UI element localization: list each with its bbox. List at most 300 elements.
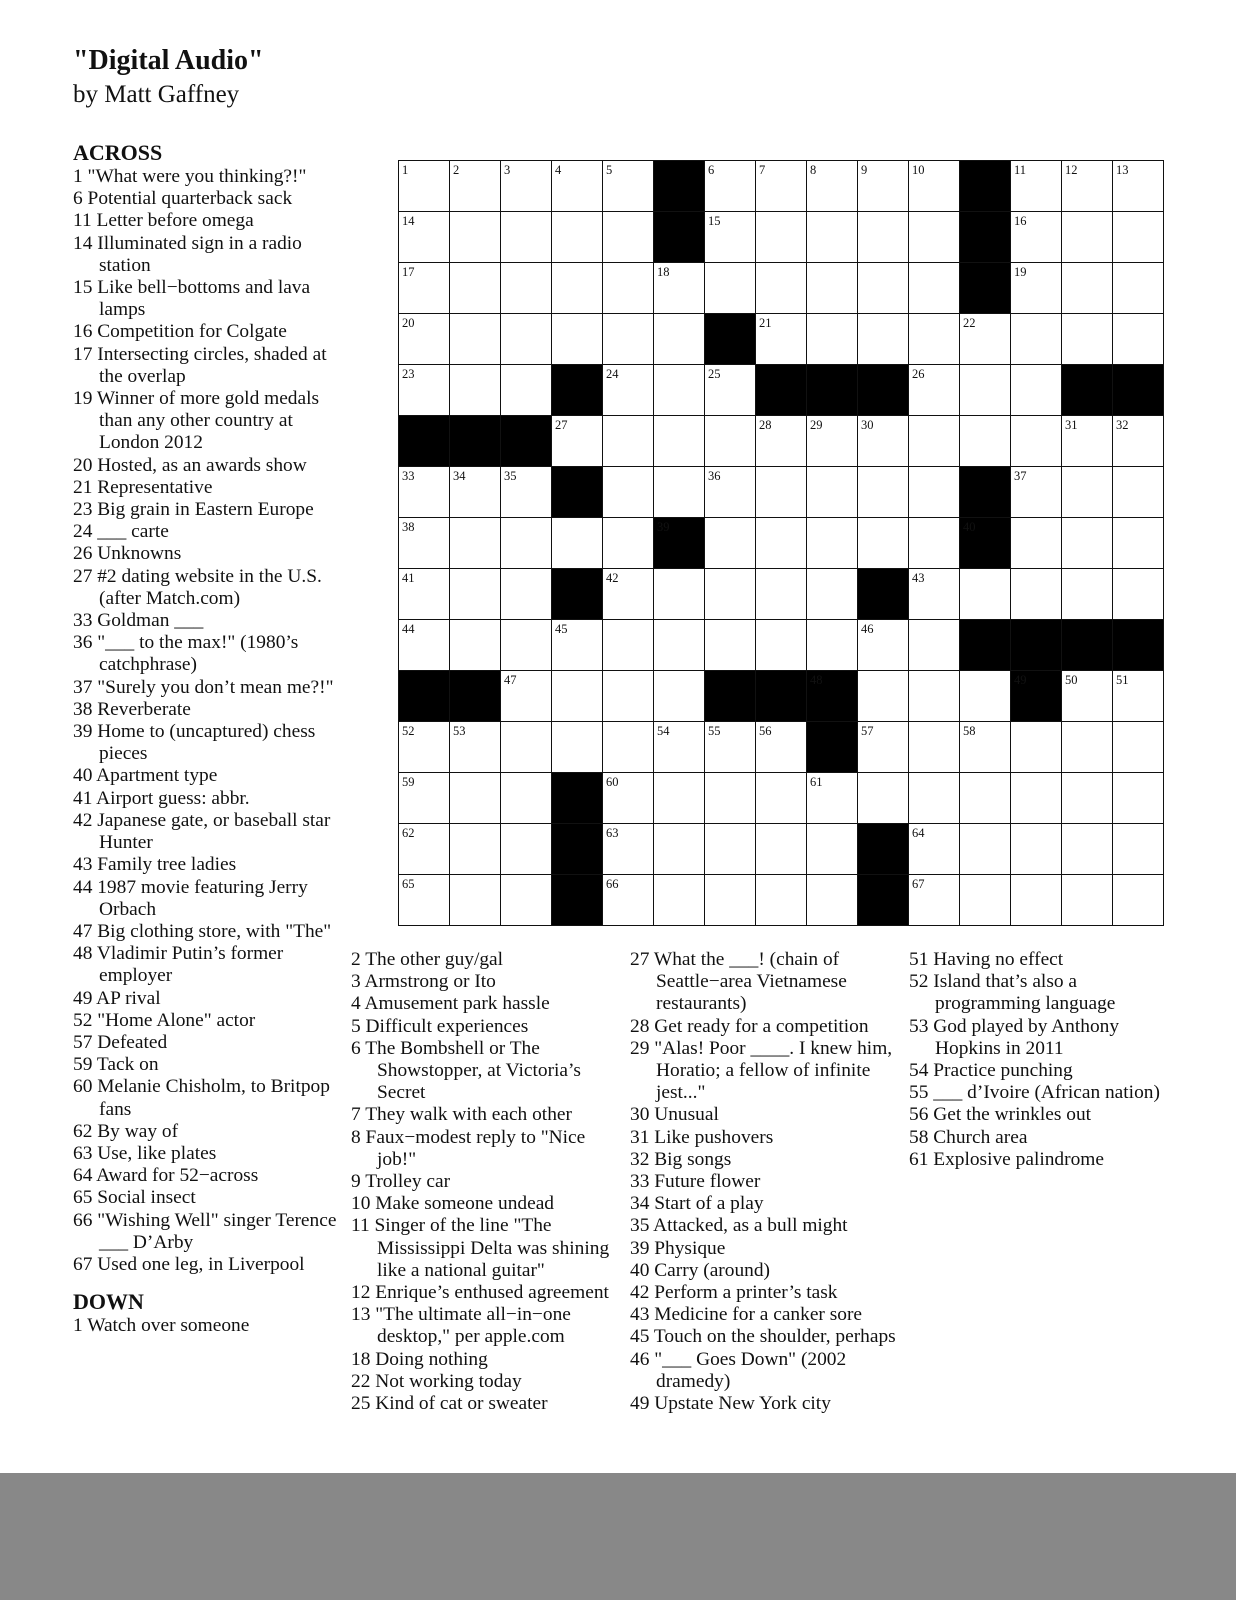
grid-cell[interactable] (1061, 415, 1113, 467)
cell-number: 25 (708, 367, 721, 381)
grid-cell[interactable] (908, 466, 960, 518)
cell-number: 51 (1116, 673, 1129, 687)
grid-cell[interactable] (653, 313, 705, 365)
grid-cell[interactable] (1112, 823, 1164, 875)
grid-cell[interactable] (857, 772, 909, 824)
grid-cell[interactable] (1010, 517, 1062, 569)
grid-cell[interactable] (1112, 721, 1164, 773)
grid-cell[interactable] (704, 211, 756, 263)
grid-block (1112, 364, 1164, 416)
grid-cell[interactable] (398, 874, 450, 926)
grid-cell[interactable] (653, 670, 705, 722)
cell-number: 9 (861, 163, 868, 177)
grid-cell[interactable] (704, 517, 756, 569)
grid-cell[interactable] (857, 211, 909, 263)
grid-cell[interactable] (1010, 313, 1062, 365)
grid-cell[interactable] (1061, 874, 1113, 926)
grid-cell[interactable] (1112, 160, 1164, 212)
grid-cell[interactable] (551, 619, 603, 671)
down-clue: 7 They walk with each other (351, 1104, 572, 1126)
grid-cell[interactable] (908, 568, 960, 620)
cell-number: 1 (402, 163, 409, 177)
grid-cell[interactable] (857, 415, 909, 467)
cell-number: 16 (1014, 214, 1027, 228)
grid-cell[interactable] (398, 211, 450, 263)
grid-block (1061, 619, 1113, 671)
grid-cell[interactable] (959, 874, 1011, 926)
cell-number: 2 (453, 163, 460, 177)
cell-number: 44 (402, 622, 415, 636)
grid-cell[interactable] (449, 568, 501, 620)
across-clue: 41 Airport guess: abbr. (73, 787, 250, 809)
grid-cell[interactable] (602, 364, 654, 416)
grid-cell[interactable] (500, 262, 552, 314)
grid-cell[interactable] (959, 568, 1011, 620)
down-clue: 49 Upstate New York city (630, 1393, 831, 1415)
grid-cell[interactable] (1061, 823, 1113, 875)
cell-number: 60 (606, 775, 619, 789)
grid-cell[interactable] (704, 160, 756, 212)
grid-cell[interactable] (857, 517, 909, 569)
grid-block (1010, 619, 1062, 671)
grid-block (857, 364, 909, 416)
grid-cell[interactable] (602, 313, 654, 365)
grid-cell[interactable] (704, 619, 756, 671)
grid-cell[interactable] (1061, 772, 1113, 824)
grid-cell[interactable] (449, 466, 501, 518)
down-clue: 6 The Bombshell or The Showstopper, at Victoria’s Secret (351, 1037, 581, 1104)
grid-block (500, 415, 552, 467)
grid-cell[interactable] (1112, 568, 1164, 620)
grid-cell[interactable] (602, 517, 654, 569)
cell-number: 33 (402, 469, 415, 483)
grid-cell[interactable] (1010, 874, 1062, 926)
down-clue: 1 Watch over someone (73, 1315, 250, 1337)
grid-cell[interactable] (959, 721, 1011, 773)
grid-cell[interactable] (908, 874, 960, 926)
grid-cell[interactable] (704, 874, 756, 926)
grid-cell[interactable] (398, 313, 450, 365)
cell-number: 32 (1116, 418, 1129, 432)
grid-cell[interactable] (398, 619, 450, 671)
grid-cell[interactable] (857, 262, 909, 314)
cell-number: 22 (963, 316, 976, 330)
grid-block (959, 211, 1011, 263)
grid-block (398, 670, 450, 722)
grid-cell[interactable] (755, 874, 807, 926)
cell-number: 53 (453, 724, 466, 738)
grid-cell[interactable] (1112, 313, 1164, 365)
grid-cell[interactable] (1010, 415, 1062, 467)
grid-cell[interactable] (806, 415, 858, 467)
grid-cell[interactable] (806, 160, 858, 212)
grid-cell[interactable] (449, 619, 501, 671)
grid-block (551, 568, 603, 620)
grid-cell[interactable] (653, 466, 705, 518)
cell-number: 63 (606, 826, 619, 840)
grid-cell[interactable] (551, 313, 603, 365)
grid-cell[interactable] (755, 721, 807, 773)
grid-cell[interactable] (908, 160, 960, 212)
grid-cell[interactable] (908, 415, 960, 467)
grid-cell[interactable] (1010, 160, 1062, 212)
grid-cell[interactable] (704, 823, 756, 875)
grid-cell[interactable] (1010, 466, 1062, 518)
grid-cell[interactable] (602, 415, 654, 467)
cell-number: 52 (402, 724, 415, 738)
grid-cell[interactable] (602, 466, 654, 518)
grid-cell[interactable] (1010, 823, 1062, 875)
grid-cell[interactable] (755, 313, 807, 365)
grid-cell[interactable] (500, 670, 552, 722)
grid-cell[interactable] (959, 823, 1011, 875)
grid-cell[interactable] (500, 823, 552, 875)
cell-number: 41 (402, 571, 415, 585)
grid-cell[interactable] (551, 160, 603, 212)
grid-cell[interactable] (602, 568, 654, 620)
cell-number: 35 (504, 469, 517, 483)
down-clue: 40 Carry (around) (630, 1259, 770, 1281)
grid-cell[interactable] (755, 466, 807, 518)
grid-cell[interactable] (1010, 772, 1062, 824)
down-clue: 58 Church area (909, 1126, 1028, 1148)
across-clue: 64 Award for 52−across (73, 1165, 259, 1187)
grid-cell[interactable] (704, 721, 756, 773)
grid-cell[interactable] (449, 874, 501, 926)
grid-cell[interactable] (806, 313, 858, 365)
down-clue: 29 "Alas! Poor ____. I knew him, Horatio; a fellow of infinite jest..." (630, 1037, 893, 1104)
grid-cell[interactable] (755, 262, 807, 314)
grid-cell[interactable] (602, 619, 654, 671)
grid-cell[interactable] (551, 517, 603, 569)
grid-cell[interactable] (806, 211, 858, 263)
clue-column-4 (909, 949, 1179, 1171)
grid-cell[interactable] (653, 772, 705, 824)
cell-number: 13 (1116, 163, 1129, 177)
grid-cell[interactable] (1112, 874, 1164, 926)
across-clue: 49 AP rival (73, 987, 161, 1009)
cell-number: 21 (759, 316, 772, 330)
grid-cell[interactable] (1010, 721, 1062, 773)
grid-cell[interactable] (1061, 313, 1113, 365)
grid-cell[interactable] (908, 823, 960, 875)
across-clue: 26 Unknowns (73, 543, 182, 565)
grid-cell[interactable] (908, 619, 960, 671)
down-clue: 27 What the ___! (chain of Seattle−area Vietnamese restaurants) (630, 949, 847, 1015)
down-clue: 54 Practice punching (909, 1060, 1073, 1082)
grid-cell[interactable] (500, 160, 552, 212)
down-clue: 9 Trolley car (351, 1171, 451, 1193)
grid-block (653, 160, 705, 212)
grid-cell[interactable] (704, 466, 756, 518)
cell-number: 7 (759, 163, 766, 177)
grid-cell[interactable] (908, 670, 960, 722)
grid-cell[interactable] (449, 364, 501, 416)
grid-cell[interactable] (500, 313, 552, 365)
across-clue: 11 Letter before omega (73, 210, 254, 232)
grid-cell[interactable] (1010, 262, 1062, 314)
grid-cell[interactable] (500, 874, 552, 926)
grid-cell[interactable] (398, 517, 450, 569)
grid-cell[interactable] (602, 160, 654, 212)
bottom-gray-band (0, 1473, 1236, 1600)
grid-cell[interactable] (398, 772, 450, 824)
grid-block (806, 721, 858, 773)
down-clue: 12 Enrique’s enthused agreement (351, 1282, 609, 1304)
across-clue: 24 ___ carte (73, 521, 169, 543)
grid-cell[interactable] (1112, 211, 1164, 263)
down-clue: 28 Get ready for a competition (630, 1015, 869, 1037)
grid-cell[interactable] (500, 568, 552, 620)
grid-cell[interactable] (449, 823, 501, 875)
cell-number: 36 (708, 469, 721, 483)
grid-cell[interactable] (398, 823, 450, 875)
cell-number: 57 (861, 724, 874, 738)
grid-cell[interactable] (806, 874, 858, 926)
across-clue: 65 Social insect (73, 1187, 196, 1209)
grid-cell[interactable] (908, 211, 960, 263)
cell-number: 45 (555, 622, 568, 636)
grid-cell[interactable] (1061, 211, 1113, 263)
grid-cell[interactable] (500, 364, 552, 416)
grid-cell[interactable] (1061, 262, 1113, 314)
cell-number: 6 (708, 163, 715, 177)
grid-cell[interactable] (449, 160, 501, 212)
cell-number: 48 (810, 673, 823, 687)
grid-cell[interactable] (806, 772, 858, 824)
cell-number: 49 (1014, 673, 1027, 687)
grid-cell[interactable] (1010, 364, 1062, 416)
grid-cell[interactable] (857, 160, 909, 212)
cell-number: 3 (504, 163, 511, 177)
grid-block (653, 517, 705, 569)
cell-number: 38 (402, 520, 415, 534)
grid-cell[interactable] (1061, 568, 1113, 620)
grid-block (959, 262, 1011, 314)
grid-cell[interactable] (398, 466, 450, 518)
grid-cell[interactable] (908, 721, 960, 773)
cell-number: 31 (1065, 418, 1078, 432)
grid-cell[interactable] (755, 211, 807, 263)
down-clue: 30 Unusual (630, 1104, 719, 1126)
across-clue: 62 By way of (73, 1120, 179, 1142)
down-clue: 18 Doing nothing (351, 1348, 488, 1370)
across-clue: 67 Used one leg, in Liverpool (73, 1253, 305, 1275)
grid-cell[interactable] (755, 415, 807, 467)
grid-cell[interactable] (1112, 466, 1164, 518)
across-clue: 27 #2 dating website in the U.S. (after Match.com) (73, 565, 322, 609)
grid-block (857, 568, 909, 620)
down-clue: 39 Physique (630, 1237, 726, 1259)
grid-cell[interactable] (704, 568, 756, 620)
grid-cell[interactable] (806, 262, 858, 314)
grid-cell[interactable] (551, 415, 603, 467)
grid-cell[interactable] (959, 415, 1011, 467)
grid-block (806, 670, 858, 722)
down-clue: 2 The other guy/gal (351, 949, 504, 970)
grid-cell[interactable] (500, 772, 552, 824)
grid-cell[interactable] (398, 160, 450, 212)
grid-block (398, 415, 450, 467)
puzzle-byline: by Matt Gaffney (73, 81, 240, 108)
grid-cell[interactable] (449, 211, 501, 263)
grid-cell[interactable] (1061, 466, 1113, 518)
grid-block (551, 772, 603, 824)
across-clue: 57 Defeated (73, 1031, 168, 1053)
grid-cell[interactable] (500, 211, 552, 263)
grid-cell[interactable] (1112, 517, 1164, 569)
grid-cell[interactable] (602, 823, 654, 875)
grid-cell[interactable] (959, 670, 1011, 722)
down-clue: 3 Armstrong or Ito (351, 971, 496, 993)
grid-block (653, 211, 705, 263)
grid-cell[interactable] (449, 721, 501, 773)
down-clue: 55 ___ d’Ivoire (African nation) (909, 1082, 1160, 1104)
cell-number: 28 (759, 418, 772, 432)
across-clue: 59 Tack on (73, 1054, 159, 1076)
grid-cell[interactable] (806, 568, 858, 620)
down-header: DOWN (73, 1289, 144, 1315)
grid-cell[interactable] (908, 313, 960, 365)
grid-cell[interactable] (857, 619, 909, 671)
grid-cell[interactable] (1112, 772, 1164, 824)
grid-cell[interactable] (857, 313, 909, 365)
cell-number: 39 (657, 520, 670, 534)
grid-cell[interactable] (857, 466, 909, 518)
grid-cell[interactable] (755, 568, 807, 620)
grid-cell[interactable] (653, 568, 705, 620)
cell-number: 11 (1014, 163, 1027, 177)
grid-cell[interactable] (500, 721, 552, 773)
grid-cell[interactable] (908, 262, 960, 314)
across-clue: 39 Home to (uncaptured) chess pieces (73, 721, 316, 765)
down-clue: 34 Start of a play (630, 1193, 764, 1215)
grid-cell[interactable] (653, 262, 705, 314)
down-clue: 45 Touch on the shoulder, perhaps (630, 1326, 896, 1348)
grid-cell[interactable] (755, 517, 807, 569)
grid-cell[interactable] (1112, 415, 1164, 467)
clue-column-1 (73, 140, 348, 1337)
across-clue: 63 Use, like plates (73, 1142, 217, 1164)
across-clue: 44 1987 movie featuring Jerry Orbach (73, 876, 308, 920)
grid-cell[interactable] (1061, 160, 1113, 212)
cell-number: 34 (453, 469, 466, 483)
grid-cell[interactable] (551, 721, 603, 773)
grid-cell[interactable] (449, 313, 501, 365)
cell-number: 58 (963, 724, 976, 738)
grid-cell[interactable] (449, 262, 501, 314)
grid-block (959, 466, 1011, 518)
grid-block (857, 823, 909, 875)
down-clue: 42 Perform a printer’s task (630, 1282, 838, 1304)
grid-cell[interactable] (602, 262, 654, 314)
grid-cell[interactable] (857, 721, 909, 773)
grid-cell[interactable] (1112, 262, 1164, 314)
grid-cell[interactable] (755, 823, 807, 875)
grid-cell[interactable] (602, 211, 654, 263)
across-clue: 40 Apartment type (73, 765, 218, 787)
grid-cell[interactable] (551, 262, 603, 314)
grid-cell[interactable] (806, 823, 858, 875)
grid-cell[interactable] (653, 721, 705, 773)
cell-number: 24 (606, 367, 619, 381)
grid-cell[interactable] (653, 364, 705, 416)
grid-cell[interactable] (449, 517, 501, 569)
grid-cell[interactable] (551, 670, 603, 722)
clue-column-3 (630, 949, 900, 1415)
grid-cell[interactable] (1010, 568, 1062, 620)
grid-cell[interactable] (959, 772, 1011, 824)
grid-cell[interactable] (602, 772, 654, 824)
grid-cell[interactable] (704, 364, 756, 416)
cell-number: 27 (555, 418, 568, 432)
grid-cell[interactable] (398, 262, 450, 314)
grid-cell[interactable] (1010, 211, 1062, 263)
grid-cell[interactable] (704, 262, 756, 314)
across-clue: 60 Melanie Chisholm, to Britpop fans (73, 1076, 330, 1120)
grid-cell[interactable] (908, 772, 960, 824)
grid-block (704, 670, 756, 722)
grid-cell[interactable] (398, 364, 450, 416)
grid-block (806, 364, 858, 416)
down-clue: 8 Faux−modest reply to "Nice job!" (351, 1126, 586, 1170)
grid-cell[interactable] (704, 415, 756, 467)
grid-cell[interactable] (806, 619, 858, 671)
grid-cell[interactable] (908, 517, 960, 569)
grid-cell[interactable] (1061, 721, 1113, 773)
grid-cell[interactable] (653, 874, 705, 926)
grid-cell[interactable] (500, 466, 552, 518)
grid-cell[interactable] (959, 364, 1011, 416)
cell-number: 56 (759, 724, 772, 738)
grid-block (1061, 364, 1113, 416)
grid-cell[interactable] (551, 211, 603, 263)
across-clue-list (73, 166, 348, 1276)
across-clue: 23 Big grain in Eastern Europe (73, 499, 314, 521)
cell-number: 40 (963, 520, 976, 534)
grid-cell[interactable] (602, 721, 654, 773)
grid-cell[interactable] (398, 721, 450, 773)
grid-block (449, 415, 501, 467)
grid-cell[interactable] (602, 874, 654, 926)
grid-cell[interactable] (500, 517, 552, 569)
grid-block (704, 313, 756, 365)
grid-cell[interactable] (1061, 517, 1113, 569)
grid-cell[interactable] (653, 823, 705, 875)
grid-cell[interactable] (755, 619, 807, 671)
grid-cell[interactable] (653, 619, 705, 671)
grid-cell[interactable] (500, 619, 552, 671)
grid-cell[interactable] (755, 160, 807, 212)
grid-cell[interactable] (602, 670, 654, 722)
grid-cell[interactable] (908, 364, 960, 416)
grid-cell[interactable] (398, 568, 450, 620)
grid-cell[interactable] (755, 772, 807, 824)
grid-cell[interactable] (704, 772, 756, 824)
grid-cell[interactable] (1112, 670, 1164, 722)
grid-cell[interactable] (1061, 670, 1113, 722)
down-clue: 4 Amusement park hassle (351, 993, 550, 1015)
grid-cell[interactable] (857, 670, 909, 722)
across-clue: 43 Family tree ladies (73, 854, 237, 876)
across-clue: 16 Competition for Colgate (73, 321, 287, 343)
cell-number: 17 (402, 265, 415, 279)
grid-cell[interactable] (806, 517, 858, 569)
grid-cell[interactable] (653, 415, 705, 467)
grid-cell[interactable] (449, 772, 501, 824)
grid-cell[interactable] (806, 466, 858, 518)
grid-cell[interactable] (959, 313, 1011, 365)
